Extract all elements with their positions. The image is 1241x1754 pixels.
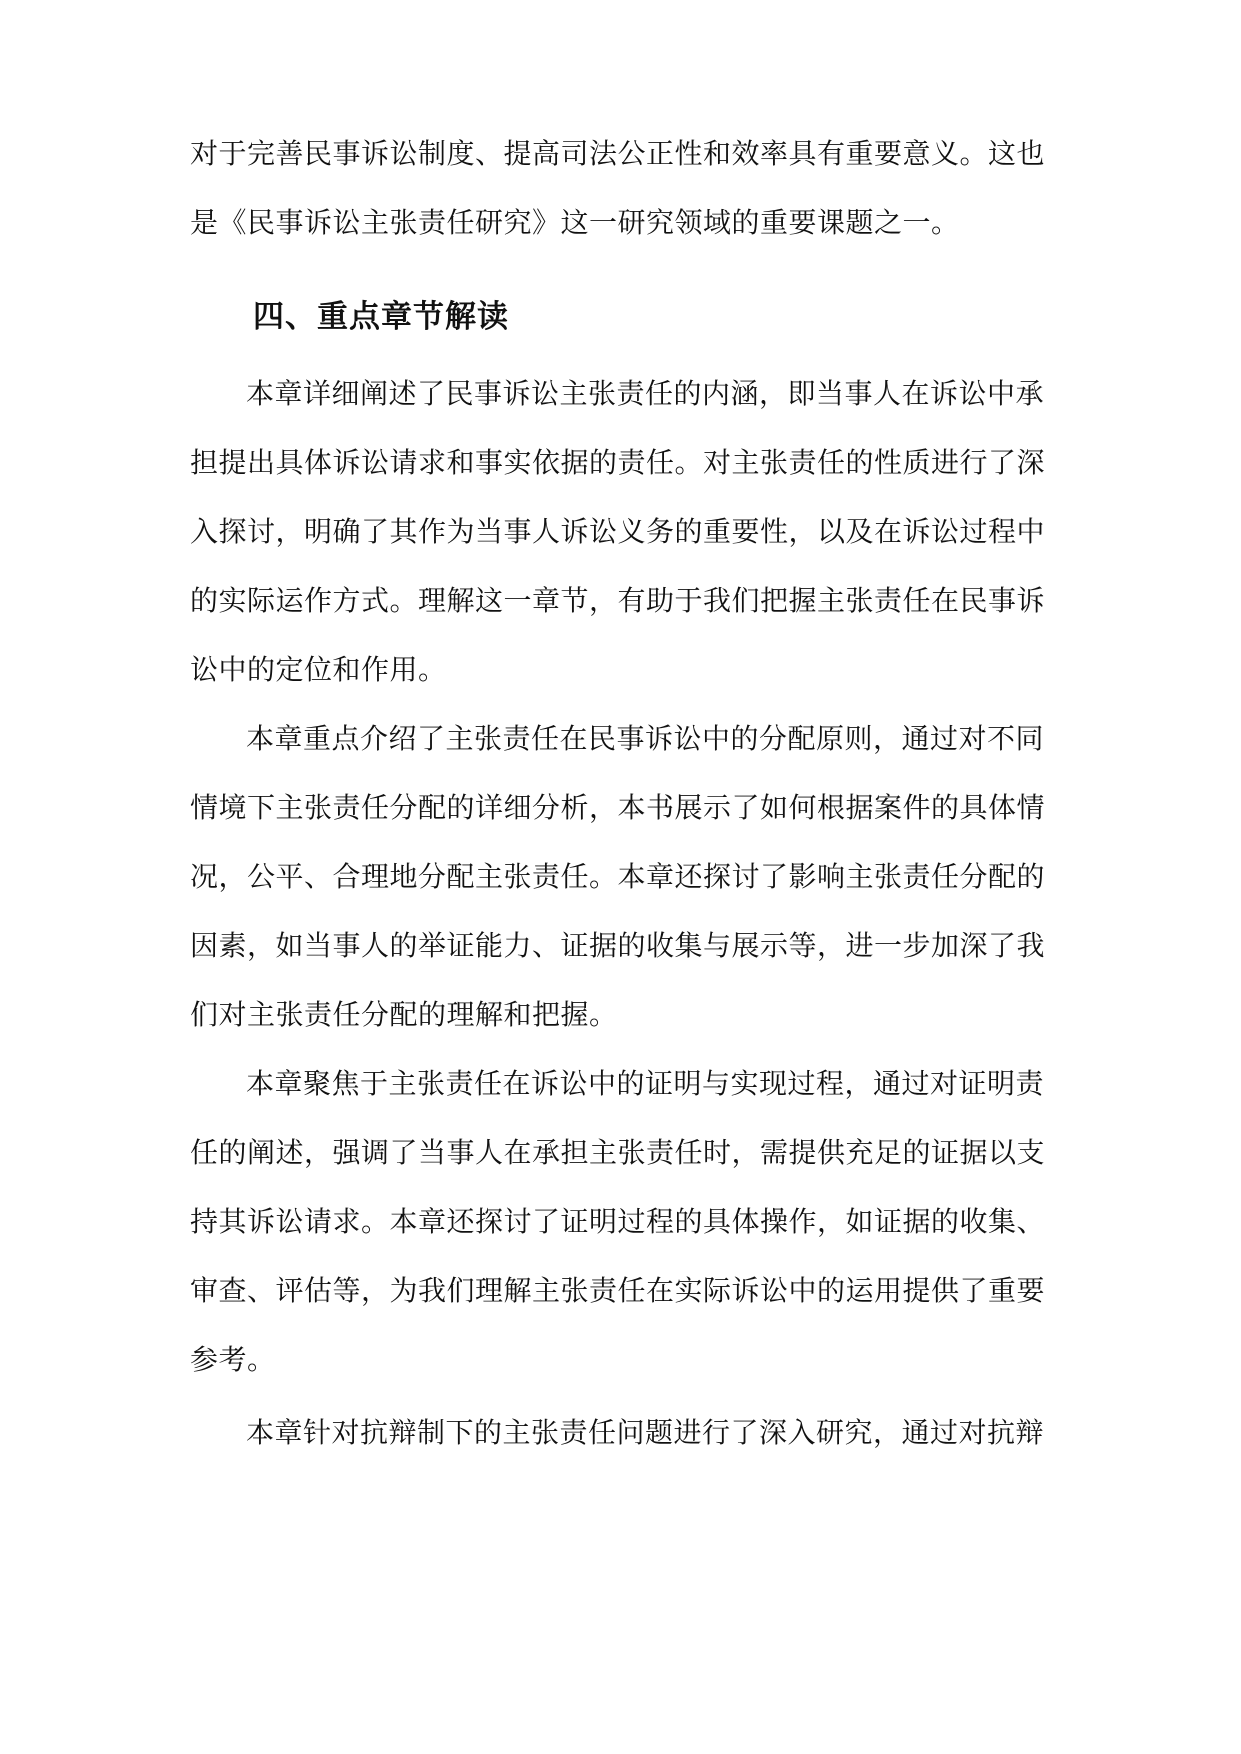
paragraph-line: 的实际运作方式。理解这一章节，有助于我们把握主张责任在民事诉 (190, 584, 1046, 617)
paragraph-line: 情境下主张责任分配的详细分析，本书展示了如何根据案件的具体情 (190, 791, 1046, 824)
section-heading: 四、重点章节解读 (253, 299, 509, 335)
paragraph-line: 讼中的定位和作用。 (190, 653, 447, 686)
intro-line: 是《民事诉讼主张责任研究》这一研究领域的重要课题之一。 (190, 206, 960, 239)
paragraph-line: 因素，如当事人的举证能力、证据的收集与展示等，进一步加深了我 (190, 929, 1046, 962)
paragraph-line: 况，公平、合理地分配主张责任。本章还探讨了影响主张责任分配的 (190, 860, 1046, 893)
paragraph-line: 参考。 (190, 1343, 276, 1376)
paragraph-line: 入探讨，明确了其作为当事人诉讼义务的重要性，以及在诉讼过程中 (190, 515, 1046, 548)
paragraph-line: 审查、评估等，为我们理解主张责任在实际诉讼中的运用提供了重要 (190, 1274, 1046, 1307)
paragraph-line: 本章针对抗辩制下的主张责任问题进行了深入研究，通过对抗辩 (246, 1416, 1045, 1449)
paragraph-line: 本章聚焦于主张责任在诉讼中的证明与实现过程，通过对证明责 (246, 1067, 1045, 1100)
paragraph-line: 本章重点介绍了主张责任在民事诉讼中的分配原则，通过对不同 (246, 722, 1045, 755)
paragraph-line: 任的阐述，强调了当事人在承担主张责任时，需提供充足的证据以支 (190, 1136, 1046, 1169)
paragraph-line: 持其诉讼请求。本章还探讨了证明过程的具体操作，如证据的收集、 (190, 1205, 1046, 1238)
paragraph-line: 们对主张责任分配的理解和把握。 (190, 998, 618, 1031)
intro-line: 对于完善民事诉讼制度、提高司法公正性和效率具有重要意义。这也 (190, 137, 1046, 170)
paragraph-line: 担提出具体诉讼请求和事实依据的责任。对主张责任的性质进行了深 (190, 446, 1046, 479)
paragraph-line: 本章详细阐述了民事诉讼主张责任的内涵，即当事人在诉讼中承 (246, 377, 1045, 410)
